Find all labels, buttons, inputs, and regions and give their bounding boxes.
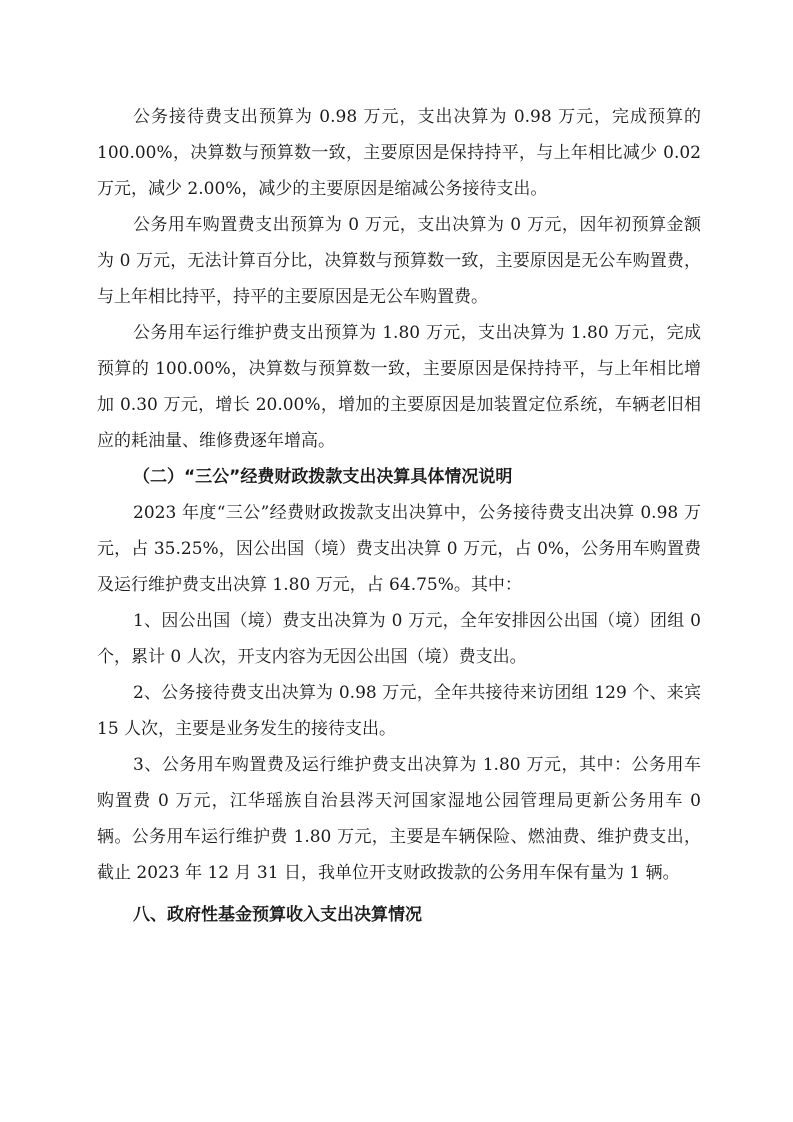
paragraph-three-public-summary: 2023 年度“三公”经费财政拨款支出决算中，公务接待费支出决算 0.98 万元，占 35.25%，因公出国（境）费支出决算 0 万元，占 0%，公务用车购置费及运行维护费支出决算 1.80 万元，占 64.75%。其中： — [97, 503, 701, 595]
paragraph-reception-detail: 2、公务接待费支出决算为 0.98 万元，全年共接待来访团组 129 个、来宾 15 人次，主要是业务发生的接待支出。 — [97, 683, 701, 739]
section-heading-three-public: （二）“三公”经费财政拨款支出决算具体情况说明 — [133, 467, 513, 487]
paragraph-vehicle-detail: 3、公务用车购置费及运行维护费支出决算为 1.80 万元，其中：公务用车购置费 0 万元，江华瑶族自治县涔天河国家湿地公园管理局更新公务用车 0 辆。公务用车运行维护费 1.80 万元，主要是车辆保险、燃油费、维护费支出，截止 2023 年 12 月 31 日，我单位开支财政拨款的公务用车保有量为 1 辆。 — [97, 755, 701, 883]
paragraph-vehicle-purchase: 公务用车购置费支出预算为 0 万元，支出决算为 0 万元，因年初预算金额为 0 万元，无法计算百分比，决算数与预算数一致，主要原因是无公车购置费，与上年相比持平，持平的主要原因是无公车购置费。 — [97, 215, 701, 307]
section-heading-government-fund: 八、政府性基金预算收入支出决算情况 — [133, 905, 422, 925]
paragraph-vehicle-maintenance: 公务用车运行维护费支出预算为 1.80 万元，支出决算为 1.80 万元，完成预算的 100.00%，决算数与预算数一致，主要原因是保持持平，与上年相比增加 0.30 万元，增长 20.00%，增加的主要原因是加装置定位系统，车辆老旧相应的耗油量、维修费逐年增高。 — [97, 323, 701, 451]
paragraph-reception-expense: 公务接待费支出预算为 0.98 万元，支出决算为 0.98 万元，完成预算的 100.00%，决算数与预算数一致，主要原因是保持持平，与上年相比减少 0.02 万元，减少 2.00%，减少的主要原因是缩减公务接待支出。 — [97, 107, 701, 199]
document-page — [97, 99, 701, 933]
paragraph-overseas-travel: 1、因公出国（境）费支出决算为 0 万元，全年安排因公出国（境）团组 0 个，累计 0 人次，开支内容为无因公出国（境）费支出。 — [97, 611, 701, 667]
